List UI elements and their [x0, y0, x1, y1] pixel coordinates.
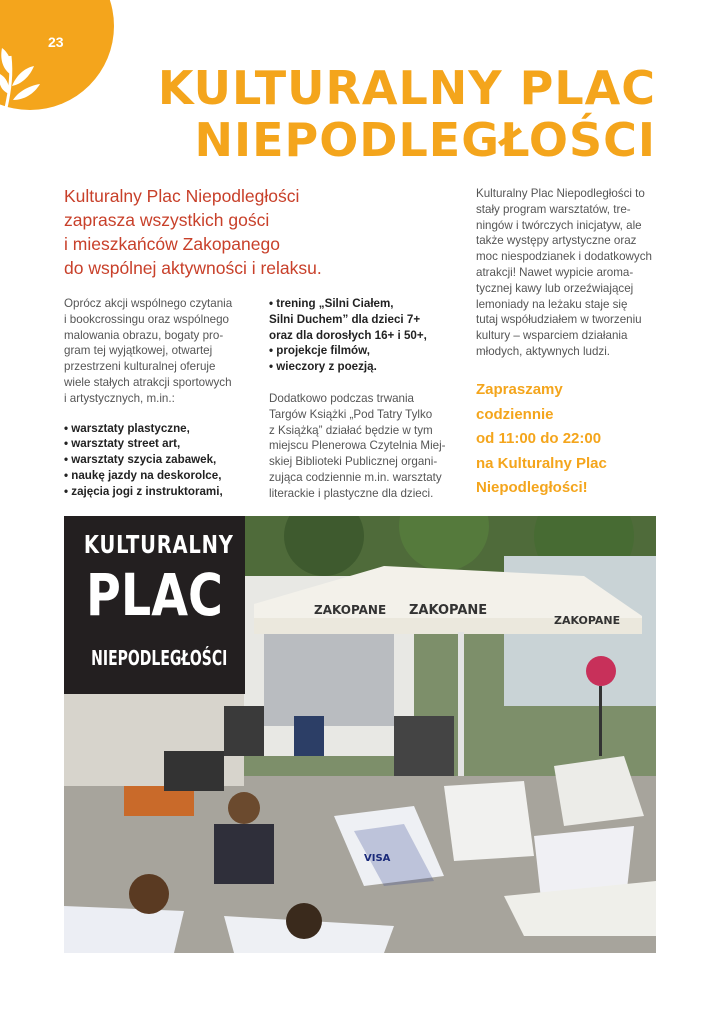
text-line: literackie i plastyczne dla dzieci. [269, 486, 434, 500]
intro-line: Kulturalny Plac Niepodległości [64, 186, 300, 206]
activities-list-continued [269, 296, 461, 375]
list-item: • warsztaty plastyczne, [64, 421, 190, 435]
text-line: gram tej wyjątkowej, otwartej [64, 344, 213, 358]
column-2-paragraph [269, 391, 461, 502]
invitation-text [476, 378, 656, 501]
activities-list [64, 421, 254, 500]
list-item: • wieczory z poezją. [269, 360, 377, 374]
invite-line: Niepodległości! [476, 479, 588, 496]
umbrella-label: ZAKOPANE [554, 614, 621, 627]
badge-line-3: NIEPODLEGŁOŚCI [91, 646, 228, 670]
page-title [158, 62, 656, 166]
badge-line-1: KULTURALNY [83, 530, 234, 559]
list-item: • warsztaty szycia zabawek, [64, 453, 217, 467]
text-line: z Książką” działać będzie w tym [269, 423, 433, 437]
text-line: skiej Biblioteki Publicznej organi- [269, 455, 438, 469]
text-line: wiele stałych atrakcji sportowych [64, 375, 232, 389]
list-item: • trening „Silni Ciałem, [269, 297, 394, 310]
column-3-paragraph [476, 186, 660, 360]
umbrella-label: ZAKOPANE [409, 603, 488, 618]
list-item: • naukę jazdy na deskorolce, [64, 468, 222, 482]
text-line: przestrzeni kulturalnej oferuje [64, 360, 216, 374]
page-number: 23 [48, 34, 64, 50]
text-line: także występy artystyczne oraz [476, 234, 637, 248]
invite-line: codziennie [476, 405, 554, 423]
text-line: Targów Książki „Pod Tatry Tylko [269, 407, 433, 421]
invite-line: Zapraszamy [476, 381, 563, 398]
text-line: lemoniady na leżaku staje się [476, 297, 628, 311]
text-line: ningów i twórczych inicjatyw, ale [476, 218, 642, 232]
invite-line: od 11:00 do 22:00 [476, 430, 602, 447]
event-photo [64, 516, 656, 953]
list-item: Silni Duchem” dla dzieci 7+ [269, 312, 421, 326]
invite-line: na Kulturalny Plac [476, 454, 607, 472]
intro-line: i mieszkańców Zakopanego [64, 234, 280, 254]
umbrella-label: ZAKOPANE [314, 603, 387, 617]
text-line: moc niespodzianek i dodatkowych [476, 250, 652, 264]
column-3 [476, 186, 660, 360]
title-line-2: NIEPODLEGŁOŚCI [194, 113, 656, 167]
text-line: atrakcji! Nawet wypicie aroma- [476, 265, 634, 279]
text-line: młodych, aktywnych ludzi. [476, 344, 611, 358]
text-line: tycznej kawy lub orzeźwiającej [476, 281, 634, 295]
badge-line-2: PLAC [86, 561, 223, 629]
column-1-paragraph [64, 296, 254, 407]
intro-line: zaprasza wszystkich gości [64, 210, 270, 230]
text-line: Oprócz akcji wspólnego czytania [64, 297, 233, 310]
text-line: i bookcrossingu oraz wspólnego [64, 312, 229, 326]
list-item: • projekcje filmów, [269, 344, 370, 358]
text-line: zująca codziennie m.in. warsztaty [269, 470, 442, 484]
list-item: oraz dla dorosłych 16+ i 50+, [269, 328, 427, 342]
column-2 [269, 296, 461, 502]
text-line: stały program warsztatów, tre- [476, 202, 631, 216]
intro-line: do wspólnej aktywności i relaksu. [64, 258, 322, 278]
text-line: malowania obrazu, bogaty pro- [64, 328, 224, 342]
list-item: • warsztaty street art, [64, 437, 181, 451]
text-line: Kulturalny Plac Niepodległości to [476, 187, 645, 200]
list-item: • zajęcia jogi z instruktorami, [64, 484, 223, 498]
text-line: i artystycznych, m.in.: [64, 391, 175, 405]
text-line: Dodatkowo podczas trwania [269, 391, 415, 405]
chair-label: VISA [364, 853, 391, 864]
event-logo-badge [64, 516, 245, 694]
column-1 [64, 296, 254, 500]
title-line-1: KULTURALNY PLAC [157, 61, 656, 115]
text-line: kultury – wsparciem działania [476, 329, 628, 343]
text-line: tutaj współudziałem w tworzeniu [476, 313, 642, 327]
text-line: miejscu Plenerowa Czytelnia Miej- [269, 439, 446, 453]
intro-text [64, 184, 404, 280]
